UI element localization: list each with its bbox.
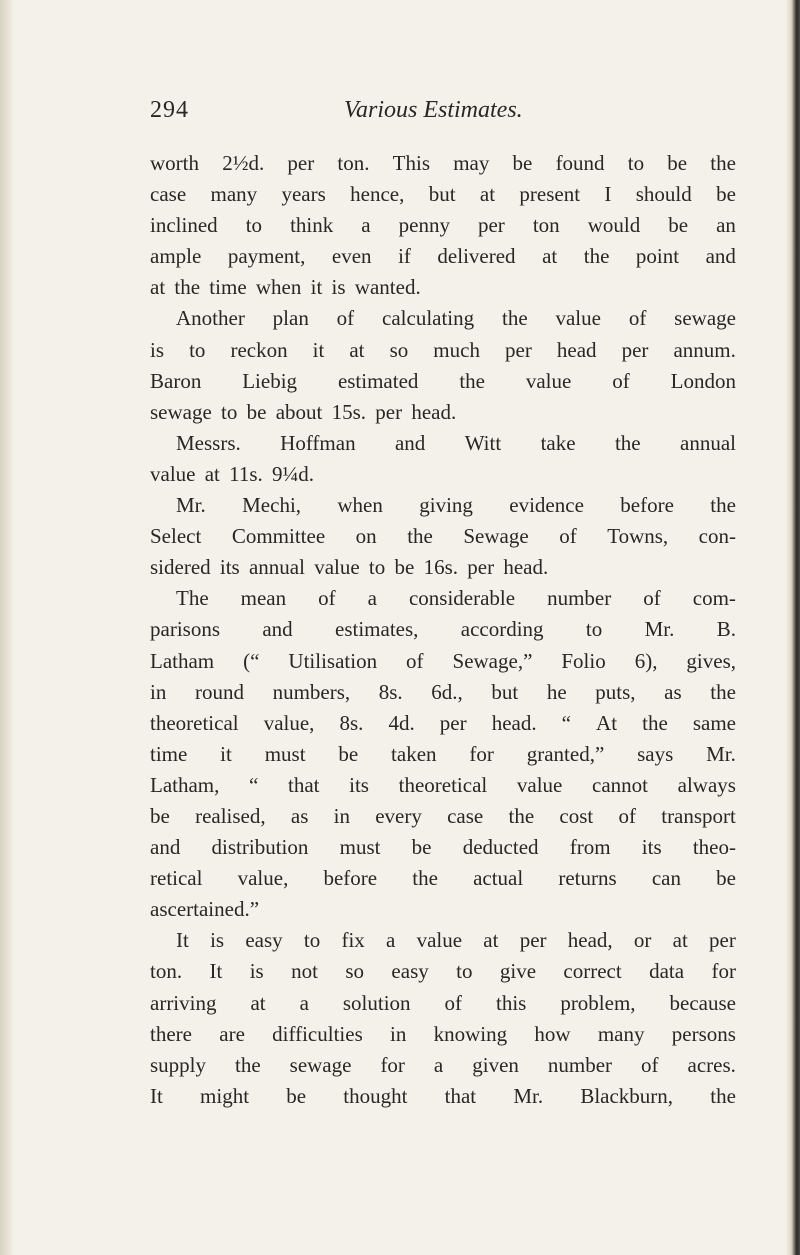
text-line: theoretical value, 8s. 4d. per head. “ At the same [150, 710, 736, 735]
text-line: value at 11s. 9¼d. [150, 461, 315, 486]
text-line: Latham (“ Utilisation of Sewage,” Folio 6), gives, [150, 648, 736, 673]
text-line: worth 2½d. per ton. This may be found to be the [150, 151, 736, 175]
text-line: ton. It is not so easy to give correct data for [150, 959, 736, 984]
text-line: It is easy to fix a value at per head, or at per [176, 928, 736, 953]
text-line: Select Committee on the Sewage of Towns, con- [150, 524, 736, 549]
text-line: The mean of a considerable number of com- [176, 586, 736, 611]
text-line: ascertained.” [150, 897, 260, 922]
book-page [150, 90, 736, 1112]
page-edge-right [786, 0, 800, 1255]
text-line: sewage to be about 15s. per head. [150, 399, 457, 424]
text-line: be realised, as in every case the cost of transport [150, 803, 736, 828]
text-line: in round numbers, 8s. 6d., but he puts, as the [150, 679, 736, 704]
page-gutter-left [0, 0, 14, 1255]
text-line: case many years hence, but at present I should be [150, 182, 736, 207]
text-line: It might be thought that Mr. Blackburn, the [150, 1083, 736, 1108]
text-line: supply the sewage for a given number of acres. [150, 1052, 736, 1077]
text-line: retical value, before the actual returns can be [150, 866, 736, 891]
text-line: is to reckon it at so much per head per annum. [150, 337, 736, 362]
text-line: ample payment, even if delivered at the point and [150, 244, 736, 269]
text-line: arriving at a solution of this problem, because [150, 990, 736, 1015]
text-line: Another plan of calculating the value of sewage [176, 306, 736, 331]
text-line: there are difficulties in knowing how many persons [150, 1021, 736, 1046]
running-title: Various Estimates. [344, 97, 523, 123]
text-line: inclined to think a penny per ton would be an [150, 213, 736, 238]
text-line: sidered its annual value to be 16s. per head. [150, 555, 549, 580]
text-line: Mr. Mechi, when giving evidence before the [176, 493, 736, 518]
text-line: at the time when it is wanted. [150, 275, 421, 300]
text-line: Messrs. Hoffman and Witt take the annual [176, 430, 736, 455]
body-text [150, 148, 736, 1112]
text-line: Baron Liebig estimated the value of London [150, 368, 736, 393]
page-header [150, 90, 736, 130]
text-line: parisons and estimates, according to Mr. B. [150, 617, 736, 642]
text-line: time it must be taken for granted,” says Mr. [150, 741, 736, 766]
text-line: and distribution must be deducted from its theo- [150, 835, 736, 860]
page-number: 294 [150, 97, 189, 123]
text-line: Latham, “ that its theoretical value cannot always [150, 772, 736, 797]
